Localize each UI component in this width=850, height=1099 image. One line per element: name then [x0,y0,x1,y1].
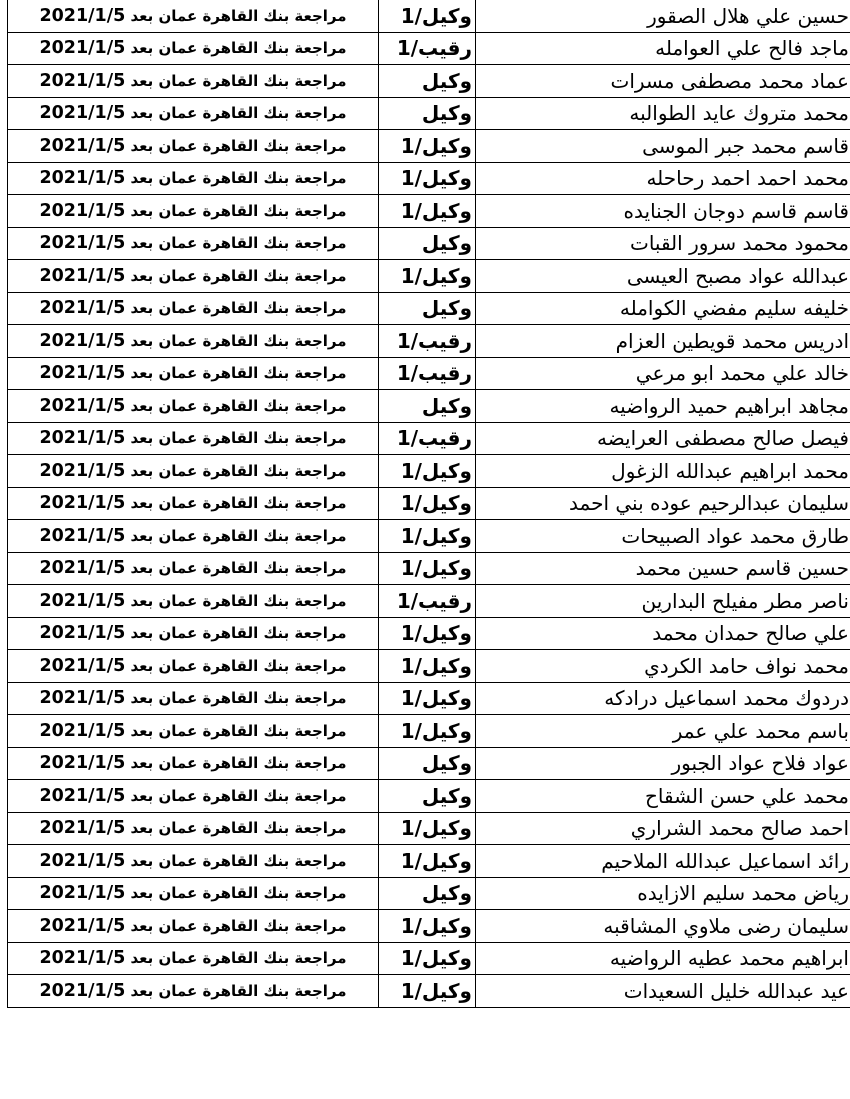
note-date: 2021/1/5 [39,395,126,416]
note-cell [8,487,379,520]
note-cell [8,910,379,943]
rank-cell: رقيب/1 [379,32,476,65]
rank-cell: وكيل [379,227,476,260]
rank-cell: وكيل/1 [379,617,476,650]
table-row [8,910,850,943]
note-text: مراجعة بنك القاهرة عمان بعد [130,201,347,220]
note-line [39,818,346,838]
table-row [8,650,850,683]
note-text: مراجعة بنك القاهرة عمان بعد [130,266,347,285]
name-cell: محمد علي حسن الشقاح [476,780,850,813]
table-row [8,422,850,455]
note-date: 2021/1/5 [39,135,126,156]
note-line [39,786,346,806]
note-line [39,526,346,546]
name-cell: محمد ابراهيم عبدالله الزغول [476,455,850,488]
table-row [8,975,850,1008]
table-row [8,682,850,715]
note-cell [8,195,379,228]
note-line [39,266,346,286]
note-cell [8,747,379,780]
name-cell: علي صالح حمدان محمد [476,617,850,650]
note-cell [8,390,379,423]
note-date: 2021/1/5 [39,363,126,384]
note-line [39,103,346,123]
note-line [39,981,346,1001]
note-date: 2021/1/5 [39,948,126,969]
note-date: 2021/1/5 [39,298,126,319]
note-line [39,558,346,578]
note-text: مراجعة بنك القاهرة عمان بعد [130,689,347,708]
rank-cell: وكيل/1 [379,650,476,683]
table-row [8,747,850,780]
name-cell: محمد متروك عايد الطوالبه [476,97,850,130]
rank-cell: وكيل/1 [379,520,476,553]
note-cell [8,32,379,65]
table-row [8,487,850,520]
note-line [39,721,346,741]
note-text: مراجعة بنك القاهرة عمان بعد [130,71,347,90]
note-line [39,38,346,58]
note-line [39,298,346,318]
note-text: مراجعة بنك القاهرة عمان بعد [130,624,347,643]
note-date: 2021/1/5 [39,460,126,481]
note-date: 2021/1/5 [39,428,126,449]
note-date: 2021/1/5 [39,688,126,709]
note-date: 2021/1/5 [39,915,126,936]
name-cell: قاسم قاسم دوجان الجنايده [476,195,850,228]
table-row [8,357,850,390]
note-date: 2021/1/5 [39,330,126,351]
table-row [8,780,850,813]
note-date: 2021/1/5 [39,558,126,579]
note-line [39,656,346,676]
note-cell [8,455,379,488]
note-text: مراجعة بنك القاهرة عمان بعد [130,396,347,415]
note-line [39,493,346,513]
name-cell: ناصر مطر مفيلح البدارين [476,585,850,618]
note-cell [8,97,379,130]
note-cell [8,845,379,878]
rank-cell: وكيل [379,780,476,813]
name-cell: حسين قاسم حسين محمد [476,552,850,585]
note-date: 2021/1/5 [39,753,126,774]
note-line [39,591,346,611]
rank-cell: وكيل/1 [379,682,476,715]
rank-cell: وكيل [379,390,476,423]
name-cell: محمد احمد احمد رحاحله [476,162,850,195]
note-text: مراجعة بنك القاهرة عمان بعد [130,6,347,25]
note-cell [8,812,379,845]
table-row [8,552,850,585]
note-date: 2021/1/5 [39,168,126,189]
table-row [8,195,850,228]
note-cell [8,520,379,553]
note-date: 2021/1/5 [39,883,126,904]
note-text: مراجعة بنك القاهرة عمان بعد [130,819,347,838]
table-row [8,617,850,650]
table-row [8,130,850,163]
note-line [39,948,346,968]
rank-cell: وكيل [379,292,476,325]
name-cell: عبدالله عواد مصبح العيسى [476,260,850,293]
table-row [8,325,850,358]
note-cell [8,585,379,618]
note-date: 2021/1/5 [39,525,126,546]
note-text: مراجعة بنك القاهرة عمان بعد [130,721,347,740]
note-text: مراجعة بنك القاهرة عمان بعد [130,786,347,805]
name-cell: فيصل صالح مصطفى العرايضه [476,422,850,455]
rank-cell: وكيل [379,97,476,130]
rank-cell: وكيل/1 [379,0,476,32]
note-text: مراجعة بنك القاهرة عمان بعد [130,234,347,253]
note-date: 2021/1/5 [39,623,126,644]
note-line [39,201,346,221]
note-date: 2021/1/5 [39,720,126,741]
note-text: مراجعة بنك القاهرة عمان بعد [130,461,347,480]
note-date: 2021/1/5 [39,103,126,124]
name-cell: محمد نواف حامد الكردي [476,650,850,683]
name-cell: دردوك محمد اسماعيل درادكه [476,682,850,715]
note-text: مراجعة بنك القاهرة عمان بعد [130,299,347,318]
note-cell [8,877,379,910]
name-cell: عماد محمد مصطفى مسرات [476,65,850,98]
name-cell: ابراهيم محمد عطيه الرواضيه [476,942,850,975]
note-date: 2021/1/5 [39,980,126,1001]
rank-cell: وكيل/1 [379,812,476,845]
name-cell: محمود محمد سرور القبات [476,227,850,260]
name-cell: مجاهد ابراهيم حميد الرواضيه [476,390,850,423]
note-date: 2021/1/5 [39,200,126,221]
note-text: مراجعة بنك القاهرة عمان بعد [130,559,347,578]
note-cell [8,715,379,748]
rank-cell: وكيل/1 [379,195,476,228]
rank-cell: وكيل/1 [379,487,476,520]
note-cell [8,357,379,390]
note-date: 2021/1/5 [39,265,126,286]
name-cell: سليمان عبدالرحيم عوده بني احمد [476,487,850,520]
note-date: 2021/1/5 [39,233,126,254]
note-date: 2021/1/5 [39,493,126,514]
name-cell: خليفه سليم مفضي الكوامله [476,292,850,325]
rank-cell: رقيب/1 [379,357,476,390]
table-row [8,812,850,845]
note-line [39,396,346,416]
note-date: 2021/1/5 [39,850,126,871]
rank-cell: وكيل/1 [379,260,476,293]
table-row [8,715,850,748]
note-cell [8,325,379,358]
note-date: 2021/1/5 [39,70,126,91]
note-cell [8,682,379,715]
note-cell [8,162,379,195]
note-line [39,851,346,871]
table-row [8,0,850,32]
note-line [39,883,346,903]
note-line [39,753,346,773]
note-text: مراجعة بنك القاهرة عمان بعد [130,851,347,870]
note-cell [8,130,379,163]
table-row [8,520,850,553]
note-date: 2021/1/5 [39,5,126,26]
note-cell [8,0,379,32]
table-row [8,390,850,423]
note-text: مراجعة بنك القاهرة عمان بعد [130,39,347,58]
note-text: مراجعة بنك القاهرة عمان بعد [130,364,347,383]
note-cell [8,942,379,975]
note-line [39,233,346,253]
note-text: مراجعة بنك القاهرة عمان بعد [130,884,347,903]
table-row [8,585,850,618]
note-line [39,461,346,481]
note-line [39,916,346,936]
note-text: مراجعة بنك القاهرة عمان بعد [130,981,347,1000]
rank-cell: رقيب/1 [379,422,476,455]
note-cell [8,780,379,813]
note-cell [8,260,379,293]
note-text: مراجعة بنك القاهرة عمان بعد [130,104,347,123]
table-row [8,227,850,260]
name-cell: احمد صالح محمد الشراري [476,812,850,845]
name-cell: قاسم محمد جبر الموسى [476,130,850,163]
rank-cell: رقيب/1 [379,585,476,618]
rank-cell: وكيل/1 [379,552,476,585]
note-date: 2021/1/5 [39,785,126,806]
note-text: مراجعة بنك القاهرة عمان بعد [130,429,347,448]
note-cell [8,227,379,260]
note-line [39,623,346,643]
note-text: مراجعة بنك القاهرة عمان بعد [130,526,347,545]
rank-cell: وكيل/1 [379,162,476,195]
rank-cell: وكيل/1 [379,455,476,488]
note-text: مراجعة بنك القاهرة عمان بعد [130,494,347,513]
note-line [39,136,346,156]
name-cell: باسم محمد علي عمر [476,715,850,748]
note-cell [8,975,379,1008]
note-text: مراجعة بنك القاهرة عمان بعد [130,136,347,155]
rank-cell: وكيل [379,65,476,98]
note-cell [8,292,379,325]
table-row [8,97,850,130]
note-text: مراجعة بنك القاهرة عمان بعد [130,169,347,188]
note-cell [8,552,379,585]
note-date: 2021/1/5 [39,655,126,676]
table-row [8,845,850,878]
note-text: مراجعة بنك القاهرة عمان بعد [130,916,347,935]
note-cell [8,617,379,650]
table-body [8,0,850,1007]
note-text: مراجعة بنك القاهرة عمان بعد [130,754,347,773]
note-line [39,6,346,26]
name-cell: عواد فلاح عواد الجبور [476,747,850,780]
note-line [39,331,346,351]
name-cell: حسين علي هلال الصقور [476,0,850,32]
note-cell [8,650,379,683]
table-row [8,292,850,325]
note-line [39,363,346,383]
table-row [8,32,850,65]
note-cell [8,422,379,455]
name-cell: عيد عبدالله خليل السعيدات [476,975,850,1008]
name-cell: رائد اسماعيل عبدالله الملاحيم [476,845,850,878]
rank-cell: وكيل/1 [379,942,476,975]
name-cell: رياض محمد سليم الازايده [476,877,850,910]
name-cell: طارق محمد عواد الصبيحات [476,520,850,553]
note-date: 2021/1/5 [39,590,126,611]
name-cell: سليمان رضى ملاوي المشاقبه [476,910,850,943]
rank-cell: رقيب/1 [379,325,476,358]
rank-cell: وكيل/1 [379,975,476,1008]
note-text: مراجعة بنك القاهرة عمان بعد [130,591,347,610]
note-line [39,428,346,448]
rank-cell: وكيل/1 [379,130,476,163]
name-cell: ادريس محمد قويطين العزام [476,325,850,358]
note-text: مراجعة بنك القاهرة عمان بعد [130,331,347,350]
name-cell: خالد علي محمد ابو مرعي [476,357,850,390]
table-row [8,455,850,488]
note-text: مراجعة بنك القاهرة عمان بعد [130,949,347,968]
rank-cell: وكيل [379,877,476,910]
rank-cell: وكيل/1 [379,845,476,878]
table-row [8,877,850,910]
table-row [8,65,850,98]
personnel-table [7,0,850,1008]
note-cell [8,65,379,98]
table-row [8,260,850,293]
note-line [39,688,346,708]
note-line [39,168,346,188]
note-date: 2021/1/5 [39,38,126,59]
name-cell: ماجد فالح علي العوامله [476,32,850,65]
note-date: 2021/1/5 [39,818,126,839]
note-line [39,71,346,91]
rank-cell: وكيل [379,747,476,780]
table-row [8,942,850,975]
rank-cell: وكيل/1 [379,910,476,943]
rank-cell: وكيل/1 [379,715,476,748]
note-text: مراجعة بنك القاهرة عمان بعد [130,656,347,675]
table-row [8,162,850,195]
